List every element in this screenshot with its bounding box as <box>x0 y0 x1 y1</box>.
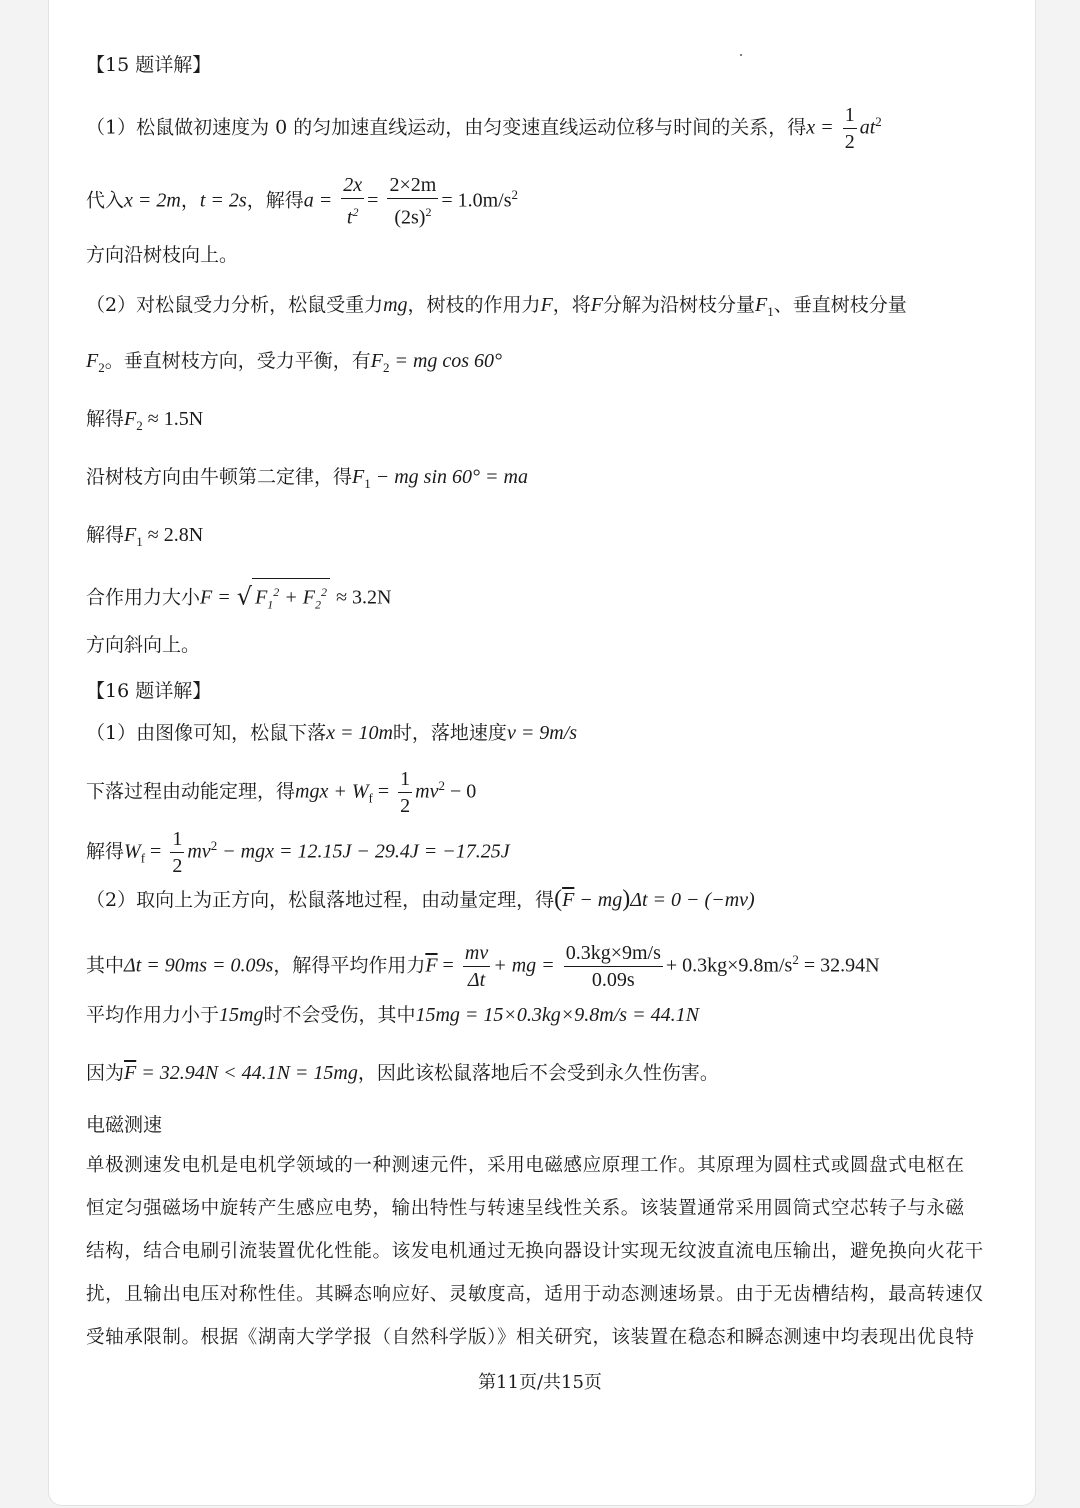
s15-final-direction: 方向斜向上。 <box>86 634 201 656</box>
article-line: 扰，且输出电压对称性佳。其瞬态响应好、灵敏度高，适用于动态测速场景。由于无齿槽结构，最高转速仅 <box>86 1284 984 1305</box>
s16-work-result: 解得$W_f$ = $\frac{1}{2}$ $mv^2$ − mgx = 12.15J − 29.4J = −17.25J <box>86 828 510 877</box>
s15-direction-line: 方向沿树枝向上。 <box>86 244 239 266</box>
article-line: 恒定匀强磁场中旋转产生感应电势，输出特性与转速呈线性关系。该装置通常采用圆筒式空芯转子与永磁 <box>86 1198 965 1219</box>
s16-average-force-line: 其中Δt = 90ms = 0.09s，解得平均作用力$\overline{F}$ = $\frac{mv}{\Delta t}$ + mg = $\frac{0.3kg\times 9m/s}{0.09s}$ + $0.3kg\times 9.8m/s^2 = 32.94N$ <box>86 942 880 991</box>
fraction-2x-over-t2: $\frac{2x}{t^2}$ <box>343 174 363 229</box>
s15-substitution-line: 代入x = 2m，t = 2s，解得a = $\frac{2x}{t^2}$ = $\frac{2\times 2m}{(2s)^2}$ = $1.0m/s^2$ <box>86 174 519 229</box>
s15-part2-line: （2）对松鼠受力分析，松鼠受重力mg，树枝的作用力F，将F分解为沿树枝分量$F_1$、垂直树枝分量 <box>86 294 907 319</box>
section-16-heading: 【16 题详解】 <box>86 680 212 702</box>
s15-resultant-line: 合作用力大小F = √ $F_1^2 + F_2^2 \approx 3.2N$ <box>86 578 1010 618</box>
article-line: 受轴承限制。根据《湖南大学学报（自然科学版）》相关研究，该装置在稳态和瞬态测速中均表现出优良特 <box>86 1327 975 1348</box>
article-title: 电磁测速 <box>86 1114 163 1136</box>
fraction-numeric: $\frac{0.3kg\times 9m/s}{0.09s}$ <box>565 942 661 991</box>
s15-f2-result: 解得$F_2 \approx 1.5N$ <box>86 408 204 433</box>
fraction-numeric: $\frac{2\times 2m}{(2s)^2}$ <box>389 174 437 229</box>
s15-newton-line: 沿树枝方向由牛顿第二定律，得$F_1$ − mg sin 60° = ma <box>86 466 528 491</box>
article-line: 结构，结合电刷引流装置优化性能。该发电机通过无换向器设计实现无纹波直流电压输出，避免换向火花干 <box>86 1241 984 1262</box>
page-number-footer: 第11页/共15页 <box>478 1372 602 1393</box>
s16-energy-theorem-line: 下落过程由动能定理，得mgx + $W_f$ = $\frac{1}{2}$ $mv^2 - 0$ <box>86 768 477 817</box>
article-line: 单极测速发电机是电机学领域的一种测速元件，采用电磁感应原理工作。其原理为圆柱式或圆盘式电枢在 <box>86 1155 965 1176</box>
s15-part1-line: （1）松鼠做初速度为 0 的匀加速直线运动，由匀变速直线运动位移与时间的关系，得x = $\frac{1}{2}$ $at^2$ <box>86 104 882 153</box>
article-paragraph <box>86 1144 996 1359</box>
sqrt-icon: √ <box>236 582 253 611</box>
fraction-half: $\frac{1}{2}$ <box>400 768 411 817</box>
s15-balance-line: $F_2$。垂直树枝方向，受力平衡，有$F_2$ = mg cos 60° <box>86 350 503 375</box>
s15-f1-result: 解得$F_1 \approx 2.8N$ <box>86 524 204 549</box>
s16-part1-line: （1）由图像可知，松鼠下落x = 10m时，落地速度v = 9m/s <box>86 722 578 744</box>
s16-conclusion-line: 因为$\overline{F} = 32.94N < 44.1N = 15mg$，因此该松鼠落地后不会受到永久性伤害。 <box>86 1062 719 1084</box>
s16-threshold-line: 平均作用力小于15mg时不会受伤，其中15mg = 15×0.3kg×9.8m/s = 44.1N <box>86 1004 699 1026</box>
fraction-mv-over-dt: $\frac{mv}{\Delta t}$ <box>464 942 489 991</box>
s16-momentum-line: （2）取向上为正方向，松鼠落地过程，由动量定理，得$(\overline{F} - mg)\Delta t = 0 - (-mv)$ <box>86 886 755 912</box>
fraction-half: $\frac{1}{2}$ <box>172 828 183 877</box>
fraction-half: $\frac{1}{2}$ <box>844 104 855 153</box>
section-15-heading: 【15 题详解】 <box>86 54 212 76</box>
